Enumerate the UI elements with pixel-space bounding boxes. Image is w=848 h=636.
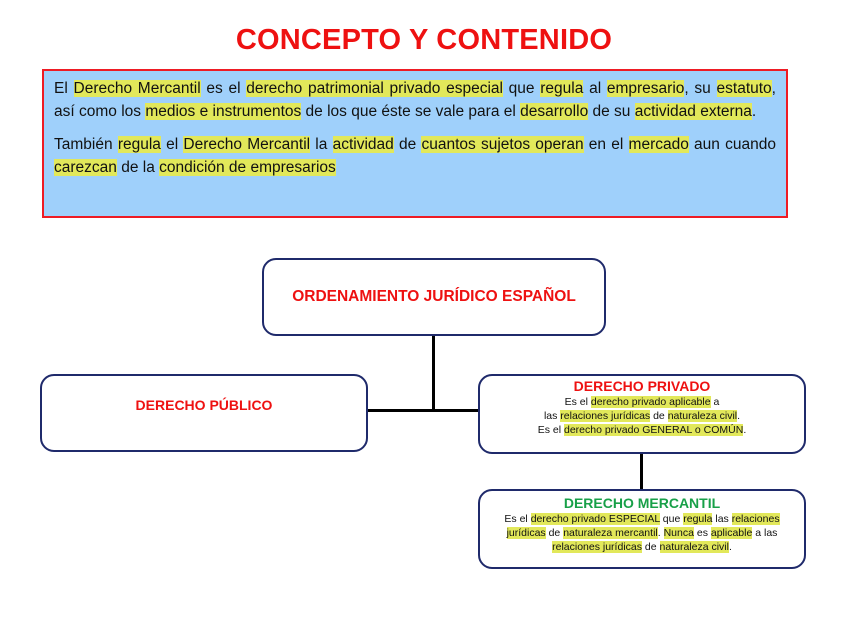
- text-segment: .: [737, 410, 741, 422]
- highlighted-text: medios e instrumentos: [145, 103, 302, 120]
- highlighted-text: derecho privado ESPECIAL: [530, 513, 660, 525]
- derecho-mercantil-title: DERECHO MERCANTIL: [563, 495, 721, 511]
- text-segment: las: [712, 513, 732, 525]
- highlighted-text: relaciones jurídicas: [552, 541, 642, 553]
- derecho-publico-label: DERECHO PÚBLICO: [135, 397, 273, 413]
- highlighted-text: derecho patrimonial privado especial: [246, 80, 503, 97]
- derecho-privado-box: [478, 374, 806, 454]
- derecho-mercantil-box: [478, 489, 806, 569]
- derecho-mercantil-line-2: [480, 526, 804, 540]
- highlighted-text: regula: [683, 513, 713, 525]
- text-segment: .: [743, 424, 747, 436]
- text-segment: , así como los: [54, 80, 776, 120]
- connector-root-vertical: [432, 333, 435, 411]
- text-segment: , su: [684, 80, 717, 97]
- text-segment: las: [543, 410, 561, 422]
- highlighted-text: regula: [540, 80, 584, 97]
- text-segment: El: [54, 80, 74, 97]
- text-segment: que: [502, 80, 541, 97]
- text-segment: También: [54, 136, 118, 153]
- highlighted-text: carezcan: [54, 159, 117, 176]
- text-segment: la: [310, 136, 333, 153]
- text-segment: de su: [588, 103, 635, 120]
- text-segment: es el: [200, 80, 247, 97]
- derecho-privado-line-1: [480, 395, 804, 409]
- text-segment: el: [160, 136, 184, 153]
- connector-privado-mercantil: [640, 452, 643, 490]
- highlighted-text: aplicable: [710, 527, 753, 539]
- highlighted-text: mercado: [628, 136, 689, 153]
- text-segment: al: [583, 80, 607, 97]
- highlighted-text: naturaleza civil: [659, 541, 729, 553]
- text-segment: .: [751, 103, 757, 120]
- intro-paragraph-2: [54, 133, 776, 179]
- highlighted-text: relaciones: [731, 513, 780, 525]
- text-segment: de: [545, 527, 564, 539]
- derecho-mercantil-line-1: [480, 512, 804, 526]
- derecho-privado-title: DERECHO PRIVADO: [573, 378, 711, 394]
- highlighted-text: desarrollo: [520, 103, 589, 120]
- text-segment: de: [650, 410, 668, 422]
- highlighted-text: actividad: [332, 136, 394, 153]
- text-segment: .: [657, 527, 664, 539]
- highlighted-text: naturaleza mercantil: [563, 527, 658, 539]
- intro-paragraph-1: [54, 77, 776, 123]
- root-node-label: ORDENAMIENTO JURÍDICO ESPAÑOL: [292, 288, 576, 305]
- highlighted-text: regula: [117, 136, 161, 153]
- text-segment: a las: [752, 527, 778, 539]
- text-segment: de los que éste se vale para el: [301, 103, 521, 120]
- highlighted-text: estatuto: [716, 80, 772, 97]
- derecho-publico-box: [40, 374, 368, 452]
- text-segment: de la: [116, 159, 160, 176]
- text-segment: Es el: [564, 396, 591, 408]
- text-segment: Es el: [537, 424, 564, 436]
- text-segment: aun cuando: [688, 136, 776, 153]
- text-segment: Es el: [504, 513, 531, 525]
- page-title: CONCEPTO Y CONTENIDO: [235, 24, 613, 56]
- text-segment: en el: [583, 136, 629, 153]
- highlighted-text: relaciones jurídicas: [560, 410, 651, 422]
- highlighted-text: cuantos sujetos operan: [421, 136, 584, 153]
- text-segment: de: [393, 136, 422, 153]
- highlighted-text: derecho privado aplicable: [590, 396, 711, 408]
- highlighted-text: Derecho Mercantil: [73, 80, 201, 97]
- highlighted-text: Derecho Mercantil: [183, 136, 311, 153]
- text-segment: es: [693, 527, 711, 539]
- highlighted-text: empresario: [606, 80, 685, 97]
- derecho-privado-line-3: [480, 423, 804, 437]
- highlighted-text: jurídicas: [506, 527, 546, 539]
- connector-horizontal: [366, 409, 480, 412]
- derecho-mercantil-line-3: [480, 540, 804, 554]
- highlighted-text: naturaleza civil: [667, 410, 738, 422]
- text-segment: de: [642, 541, 660, 553]
- text-segment: a: [710, 396, 720, 408]
- root-node-box: [262, 258, 606, 336]
- text-segment: .: [728, 541, 732, 553]
- text-segment: que: [659, 513, 684, 525]
- highlighted-text: actividad externa: [634, 103, 752, 120]
- derecho-privado-line-2: [480, 409, 804, 423]
- intro-panel: [42, 69, 788, 218]
- highlighted-text: condición de empresarios: [159, 159, 336, 176]
- highlighted-text: Nunca: [663, 527, 694, 539]
- highlighted-text: derecho privado GENERAL o COMÚN: [563, 424, 744, 436]
